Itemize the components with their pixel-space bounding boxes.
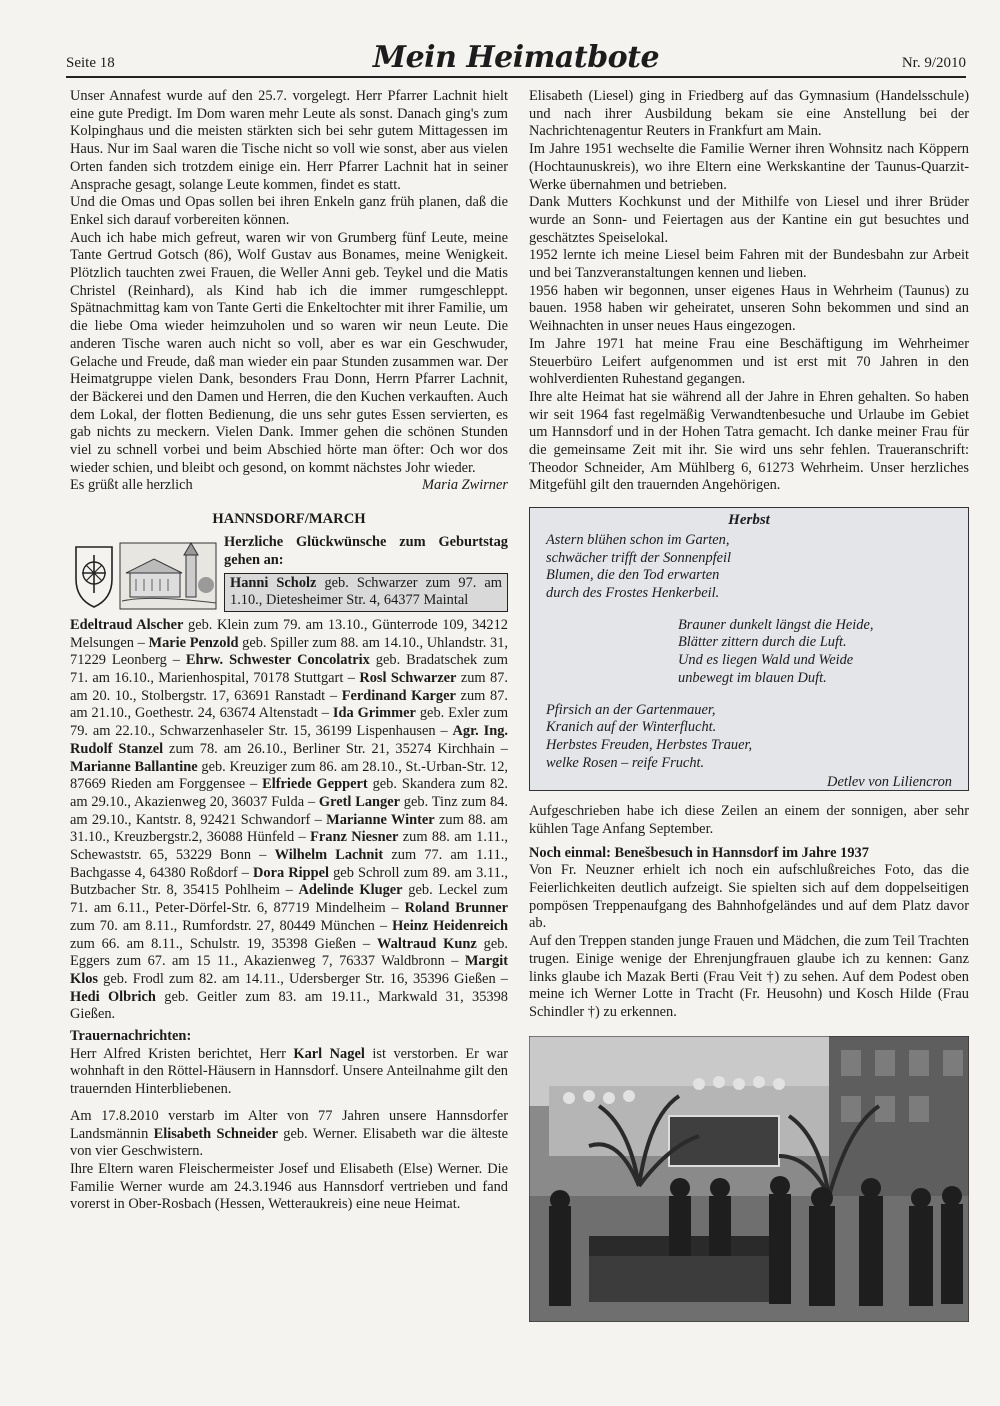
article-paragraph: Im Jahre 1971 hat meine Frau eine Beschäftigung im Wehrheimer Steuerbüro Leifert aufgenommen und ist erst mit 70 Jahren in den wohlverdienten Ruhestand gegangen. — [529, 335, 969, 388]
section-title: HANNSDORF/MARCH — [212, 511, 366, 528]
birthday-name: Rosl Schwarzer — [359, 669, 457, 686]
birthday-name: Waltraud Kunz — [377, 935, 477, 952]
photo-image-icon — [529, 1036, 969, 1322]
poem-line: Blätter zittern durch die Luft. — [678, 634, 847, 651]
poem-line: Astern blühen schon im Garten, — [546, 531, 730, 548]
historic-photo — [529, 1036, 969, 1322]
birthday-name: Dora Rippel — [253, 864, 330, 881]
birthday-details: geb. Skandera zum 82. am 29.10., Akazienweg 20, 36037 Fulda – — [70, 776, 508, 810]
obituary-text: geb. Werner. Elisabeth war die älteste von vier Geschwistern. — [70, 1125, 508, 1160]
birthday-name: Heinz Heidenreich — [392, 917, 508, 934]
right-column — [529, 88, 969, 1322]
poem-line: Kranich auf der Winterflucht. — [546, 719, 717, 736]
birthday-details: geb. Leckel zum 71. am 6.11., Peter-Dörfel-Str. 6, 87719 Mindelheim – — [70, 882, 509, 917]
birthday-details: geb Schroll zum 89. am 3.11., Butzbacher Str. 8, 35415 Pohlheim – — [70, 864, 508, 899]
crest-icon — [70, 533, 220, 613]
article-paragraph: Auf den Treppen standen junge Frauen und Mädchen, die zum Teil Trachten trugen. Einige wenige der Ehrenjungfrauen glaube ich zu kennen: Ganz links glaube ich Mazak Berti (Frau Veit †) zu sehen. Auf dem Podest oben meine ich Werner Lotte in Tracht (Fr. Heusohn) und Kosch Hilde (Frau Schindler †) zu erkennen. — [529, 933, 969, 1020]
poem-line: Brauner dunkelt längst die Heide, — [678, 616, 874, 633]
birthday-name: Ehrw. Schwester Concolatrix — [185, 652, 370, 669]
article-paragraph: Und die Omas und Opas sollen bei ihren Enkeln ganz früh planen, daß die Enkel sich darauf vorbereiten können. — [70, 194, 508, 228]
article-paragraph: Aufgeschrieben habe ich diese Zeilen an einem der sonnigen, aber sehr kühlen Tage Anfang September. — [529, 803, 969, 837]
article-paragraph: Elisabeth (Liesel) ging in Friedberg auf das Gymnasium (Handelsschule) und nach ihrer Ausbildung bekam sie eine Anstellung bei der Nachrichtenagentur Reuters in Frankfurt am Main. — [529, 88, 969, 140]
highlighted-name: Hanni Scholz — [230, 574, 317, 591]
deceased-name: Elisabeth Schneider — [153, 1125, 279, 1142]
town-sketch-icon — [120, 543, 216, 609]
greeting: Es grüßt alle herzlich — [70, 477, 193, 494]
poem-box — [529, 507, 969, 791]
crest-and-town-illustration — [70, 533, 224, 613]
birthday-details: geb. Frodl zum 82. am 14.11., Udersberger Str. 16, 35396 Gießen – — [98, 970, 508, 987]
birthday-name: Adelinde Kluger — [298, 882, 403, 899]
birthday-details: geb. Kreuziger zum 86. am 28.10., St.-Urban-Str. 12, 87669 Rieden am Forggensee – — [70, 758, 508, 793]
obituary-paragraph — [70, 1046, 508, 1099]
birthday-details: zum 77. am 1.11., Bachgasse 4, 64380 Roßdorf – — [70, 847, 508, 881]
birthday-details: geb. Exler zum 79. am 22.10., Schwarzenhaseler Str. 15, 36199 Lispenhausen – — [70, 705, 509, 740]
obituary-text: Am 17.8.2010 verstarb im Alter von 77 Jahren unsere Hannsdorfer Landsmännin — [70, 1107, 508, 1142]
article-paragraph: Unser Annafest wurde auf den 25.7. vorgelegt. Herr Pfarrer Lachnit hielt eine gute Predigt. Im Dom waren mehr Leute als sonst. Danach ging's zum Kolpinghaus und die meisten stärkten sich bei sehr gutem Mittagessen im Haus. Nur im Saal waren die Tische nicht so voll wie sonst, aber aus vielen Orten fanden sich trotzdem einige ein. Herr Pfarrer Lachnit hat in seiner Ansprache gesagt, solange Leute kommen, findet es statt. — [70, 88, 508, 193]
poem-line: Und es liegen Wald und Weide — [678, 652, 854, 669]
obituary-paragraph: Ihre Eltern waren Fleischermeister Josef und Elisabeth (Else) Werner. Die Familie Werner wurde am 24.3.1946 aus Hannsdorf vertrieben und fand vorerst in Ober-Rosbach (Hessen, Wetteraukreis) eine neue Heimat. — [70, 1160, 508, 1213]
obituary-heading: Trauernachrichten: — [70, 1028, 192, 1045]
birthday-details: geb. Geitler zum 83. am 19.11., Markwald 31, 35398 Gießen. — [70, 988, 508, 1023]
birthday-intro: Herzliche Glückwünsche zum Geburtstag gehen an: — [224, 533, 508, 568]
obituary-text: ist verstorben. Er war wohnhaft in den Röttel-Häusern in Hannsdorf. Unsere Anteilnahme gilt den trauernden Hinterbliebenen. — [70, 1045, 508, 1098]
article-paragraph: Auch ich habe mich gefreut, waren wir von Grumberg fünf Leute, meine Tante Gertrud Gotsch (86), Wolf Gustav aus Bonames, meine Wenigkeit. Plötzlich tauchten zwei Frauen, die Weller Anni geb. Teykel und die Matis Christel (Reinhard), als Kind hab ich die immer rumgeschleppt. Spätnachmittag kam von Tante Gerti die Enkeltochter mit ihrer Familie, um die liebe Oma wieder heimzuholen und so waren wir neun Leute. Die anderen Tische waren auch nicht so voll, aber es war ein Geschwuder, Gelache und Freude, daß man wieder ein paar Stunden zusammen war. Der Heimatgruppe vielen Dank, besonders Frau Donn, Herrn Pfarrer Lachnit, der Bäckerei und den Damen und Herren, die den Kuchen verkauften. Auch dem Lokal, der flotten Bedienung, die uns sehr gutes Essen servierten, es gab nichts zu meckern. Vielen Dank. Immer gehen die schönen Stunden viel zu schnell vorbei und beim Abschied hörte man öfter: Och wor dos wieder schien, und bleibt och gesond, on kommt nächstes Johr wieder. — [70, 229, 508, 476]
birthday-name: Hedi Olbrich — [70, 988, 156, 1005]
birthday-name: Wilhelm Lachnit — [274, 847, 384, 864]
birthday-details: geb. Bradatschek zum 71. am 16.10., Marienhospital, 70178 Stuttgart – — [70, 652, 508, 686]
article-paragraph: 1952 lernte ich meine Liesel beim Fahren mit der Bundesbahn zur Arbeit und bei Tanzveranstaltungen kennen und lieben. — [529, 247, 969, 282]
author-name: Maria Zwirner — [422, 477, 508, 494]
masthead-title: Mein Heimatbote — [372, 40, 660, 75]
birthday-details: zum 87. am 21.10., Goethestr. 24, 63674 Altenstadt – — [70, 687, 508, 722]
birthday-details: geb. Eggers zum 67. am 15 11., Akazienweg 7, 76337 Waldbronn – — [70, 935, 509, 970]
birthday-header — [70, 533, 508, 613]
poem-line: Herbstes Freuden, Herbstes Trauer, — [546, 736, 753, 753]
highlighted-birthday — [224, 573, 508, 612]
article-paragraph: 1956 haben wir begonnen, unser eigenes Haus in Wehrheim (Taunus) zu bauen. 1958 haben wir geheiratet, unseren Sohn bekommen und sind an Weihnachten in unser neues Haus eingezogen. — [529, 282, 969, 335]
birthday-details: geb. Klein zum 79. am 13.10., Günterrode 109, 34212 Melsungen – — [70, 616, 509, 651]
poem-line: schwächer trifft der Sonnenpfeil — [546, 549, 732, 566]
birthday-name: Agr. Ing. Rudolf Stanzel — [70, 723, 508, 757]
poem-stanza — [546, 702, 952, 773]
header-rule — [66, 76, 966, 78]
birthday-name: Edeltraud Alscher — [70, 616, 184, 633]
article-paragraph: Dank Mutters Kochkunst und der Mithilfe von Liesel und ihrer Brüder wurde an Sonn- und Feiertagen aus der Kantine ein gut besuchtes und geschätztes Speiselokal. — [529, 194, 969, 246]
poem-line: durch des Frostes Henkerbeil. — [546, 584, 720, 601]
birthday-list — [70, 617, 508, 1024]
poem-title: Herbst — [728, 512, 770, 529]
page-number: Seite 18 — [66, 55, 115, 71]
birthday-details: geb. Tinz zum 84. am 29.10., Kantstr. 8, 92421 Schwandorf – — [70, 793, 508, 828]
birthday-details: zum 66. am 8.11., Schulstr. 19, 35398 Gießen – — [70, 935, 378, 952]
poem-stanza — [546, 617, 952, 688]
poem-stanza — [546, 532, 952, 603]
obituary-text: Herr Alfred Kristen berichtet, Herr — [70, 1045, 294, 1062]
deceased-name: Karl Nagel — [293, 1045, 365, 1062]
article-paragraph: Im Jahre 1951 wechselte die Familie Werner ihren Wohnsitz nach Köppern (Hochtaunuskreis), wo ihre Eltern eine Werkskantine der Taunus-Quarzit-Werke übernahmen und betrieben. — [529, 141, 969, 193]
birthday-details: geb. Spiller zum 88. am 14.10., Uhlandstr. 31, 71229 Leonberg – — [70, 634, 508, 669]
birthday-name: Margit Klos — [70, 953, 508, 987]
birthday-details: zum 70. am 8.11., Rumfordstr. 27, 80449 München – — [70, 917, 393, 934]
article-paragraph: Ihre alte Heimat hat sie während all der Jahre in Ehren gehalten. So haben wir seit 1964 fast regelmäßig Verwandtenbesuche und Urlaube im Gebiet um Hannsdorf und in der Hohen Tatra gemacht. Ich danke meiner Frau für die gemeinsame Zeit mit ihr. Sie wird uns sehr fehlen. Traueranschrift: Theodor Schneider, Am Mühlberg 6, 61273 Wehrheim. Unser herzliches Mitgefühl gilt den trauernden Angehörigen. — [529, 388, 969, 494]
issue-number: Nr. 9/2010 — [901, 55, 966, 71]
poem-line: Pfirsich an der Gartenmauer, — [546, 701, 716, 718]
birthday-details: zum 88. am 1.11., Schewaststr. 65, 53229 Bonn – — [70, 829, 508, 864]
article-paragraph: Von Fr. Neuzner erhielt ich noch ein aufschlußreiches Foto, das die Feierlichkeiten deutlich aufzeigt. Sie spielten sich auf dem doppelseitigen pompösen Treppenaufgang des Bahnhofgeländes und auf dem Platz davor ab. — [529, 862, 969, 932]
poem-line: welke Rosen – reife Frucht. — [546, 754, 705, 771]
birthday-name: Gretl Langer — [318, 793, 400, 810]
birthday-name: Roland Brunner — [404, 900, 508, 917]
left-column — [70, 88, 508, 1214]
signature-line — [70, 477, 508, 495]
birthday-details: zum 88. am 31.10., Kreuzbergstr.2, 36088 Hünfeld – — [70, 811, 509, 846]
birthday-name: Marianne Ballantine — [70, 758, 198, 775]
birthday-name: Franz Niesner — [310, 829, 399, 846]
obituary-paragraph — [70, 1108, 508, 1161]
birthday-name: Marie Penzold — [148, 634, 239, 651]
birthday-name: Elfriede Geppert — [262, 776, 368, 793]
poem-line: unbewegt im blauen Duft. — [678, 669, 827, 686]
birthday-name: Marianne Winter — [326, 811, 435, 828]
page-header — [66, 40, 966, 80]
poem-author: Detlev von Liliencron — [827, 774, 952, 791]
birthday-name: Ferdinand Karger — [341, 687, 456, 704]
highlighted-details: geb. Schwarzer zum 97. am 1.10., Dietesheimer Str. 4, 64377 Maintal — [230, 574, 502, 609]
poem-line: Blumen, die den Tod erwarten — [546, 567, 720, 584]
birthday-details: zum 78. am 26.10., Berliner Str. 21, 35274 Kirchhain – — [163, 740, 509, 757]
birthday-name: Ida Grimmer — [332, 705, 416, 722]
birthday-details: zum 87. am 20. 10., Stolbergstr. 17, 63691 Ranstadt – — [70, 669, 508, 704]
article-subhead: Noch einmal: Benešbesuch in Hannsdorf im Jahre 1937 — [529, 844, 869, 861]
